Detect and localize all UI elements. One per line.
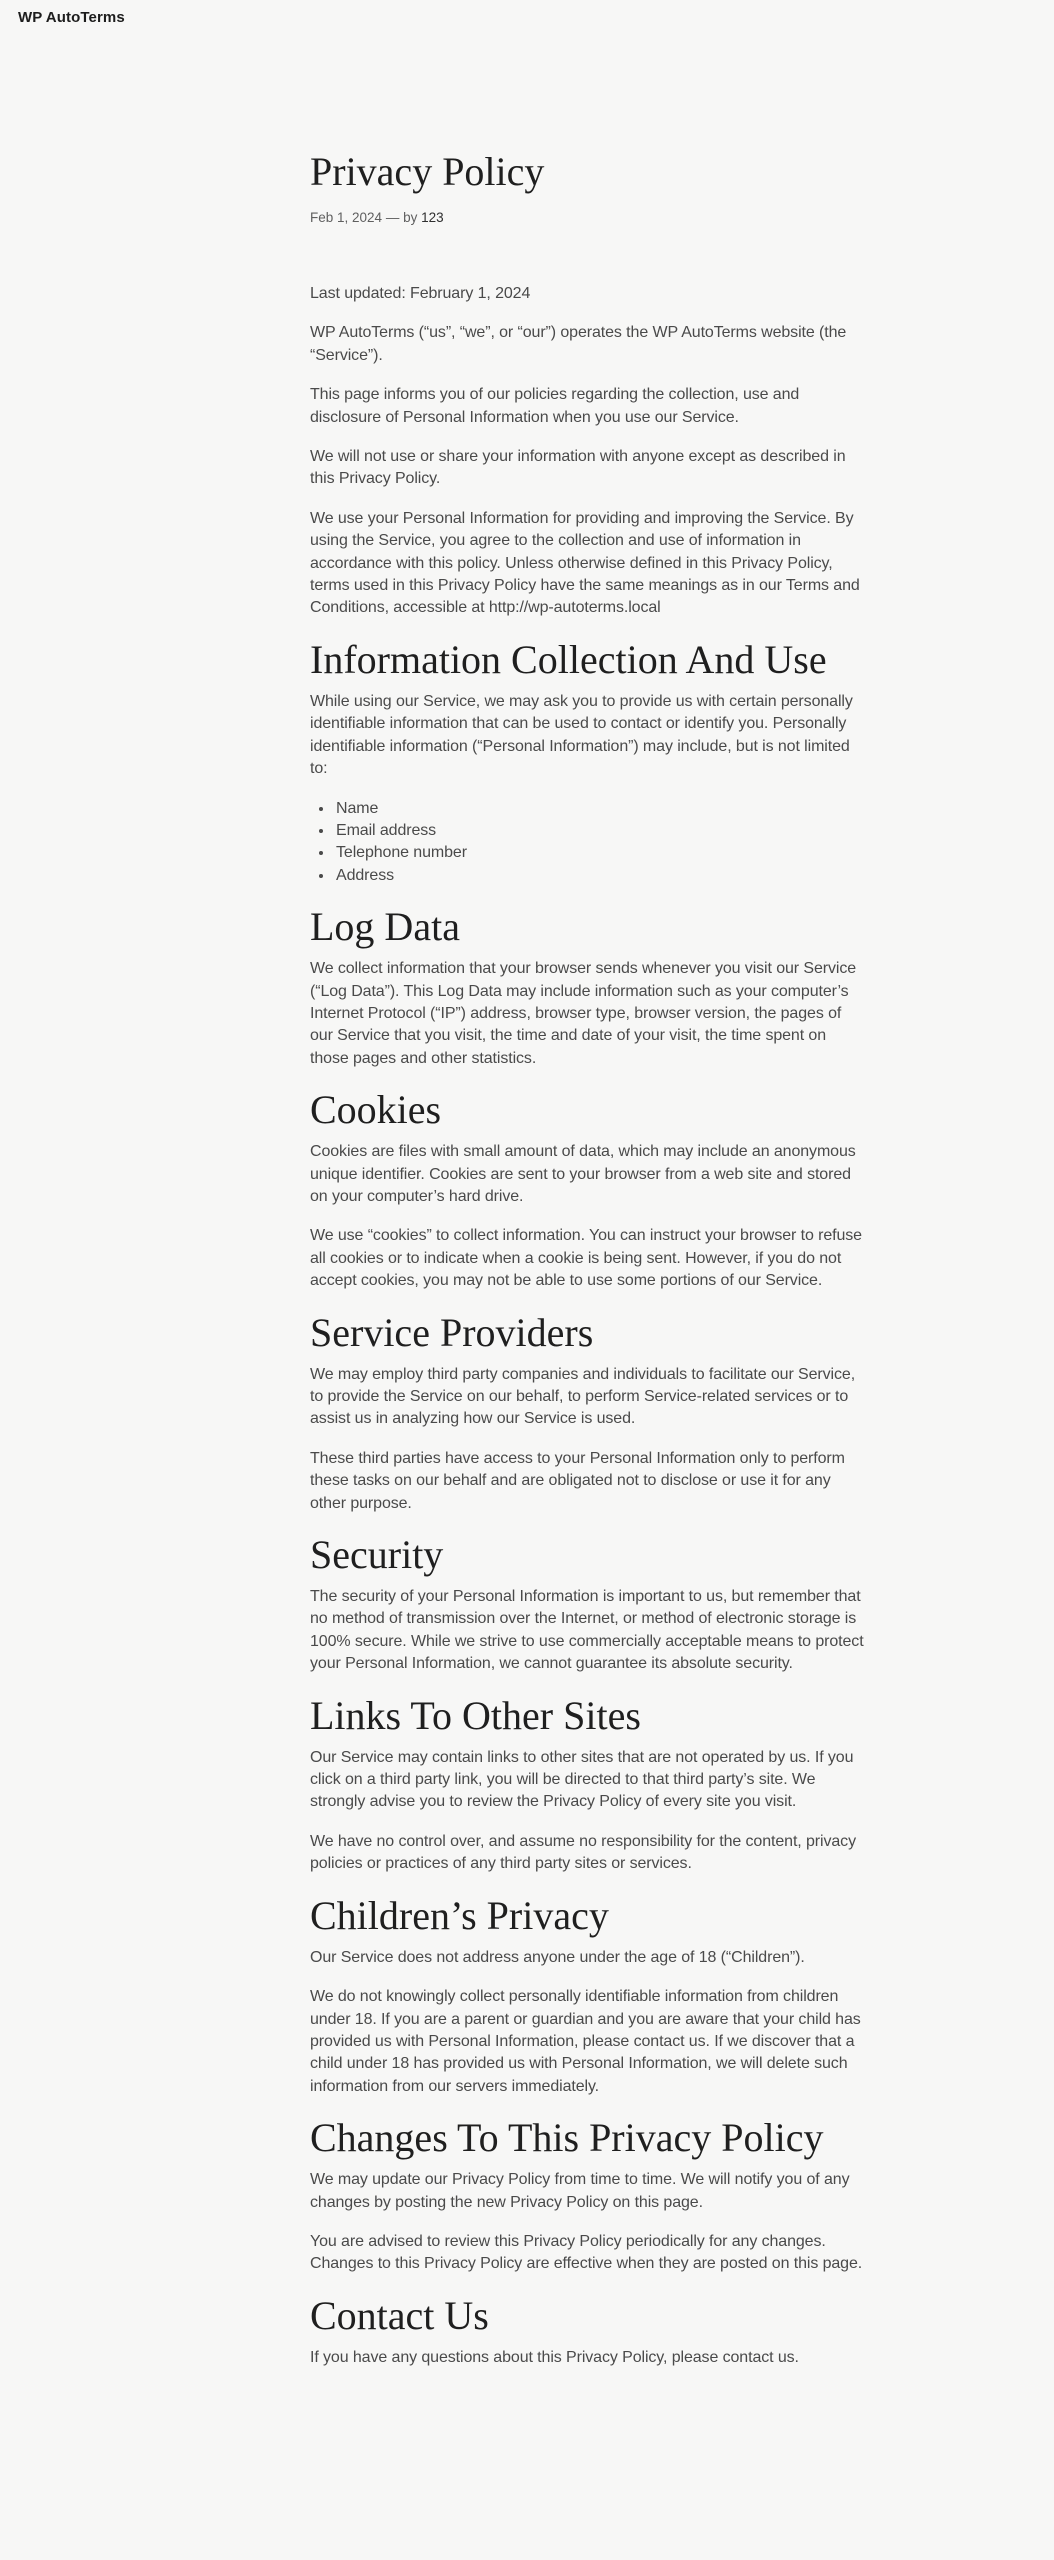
paragraph: You are advised to review this Privacy Policy periodically for any changes. Changes to this Privacy Policy are effective when they are posted on this page. [310,2232,863,2273]
byline-label: by [403,210,418,225]
paragraph: Cookies are files with small amount of data, which may include an anonymous unique identifier. Cookies are sent to your browser from a web site and stored on your computer’s hard drive. [310,1143,856,1205]
paragraph: These third parties have access to your Personal Information only to perform these tasks on our behalf and are obligated not to disclose or use it for any other purpose. [310,1449,845,1512]
paragraph: We will not use or share your information with anyone except as described in this Privacy Policy. [310,448,846,488]
section-heading: Log Data [310,904,460,950]
list-item: • Name [334,798,866,820]
section-heading: Cookies [310,1087,442,1133]
paragraph: This page informs you of our policies regarding the collection, use and disclosure of Personal Information when you use our Service. [310,386,800,426]
meta-separator: — [385,210,400,225]
info-list [310,798,866,888]
site-title-link[interactable]: WP AutoTerms [18,9,125,26]
section-heading: Changes To This Privacy Policy [310,2115,824,2161]
paragraph: We do not knowingly collect personally identifiable information from children under 18. If you are a parent or guardian and you are aware that your child has provided us with Personal Information, please contact us. If we discover that a child under 18 has provided us with Personal Information, we will delete such information from our servers immediately. [310,1988,861,2095]
section-heading: Security [310,1532,444,1578]
post-meta [310,209,866,227]
paragraph: We use your Personal Information for providing and improving the Service. By using the Service, you agree to the collection and use of information in accordance with this policy. Unless otherwise defined in this Privacy Policy, terms used in this Privacy Policy have the same meanings as in our Terms and Conditions, accessible at http://wp-autoterms.local [310,509,860,617]
post-article [310,148,866,2369]
paragraph: The security of your Personal Information is important to us, but remember that no method of transmission over the Internet, or method of electronic storage is 100% secure. While we strive to use commercially acceptable means to protect your Personal Information, we cannot guarantee its absolute security. [310,1588,864,1673]
paragraph: We use “cookies” to collect information. You can instruct your browser to refuse all cookies or to indicate when a cookie is being sent. However, if you do not accept cookies, you may not be able to use some portions of our Service. [310,1227,862,1290]
list-item: • Telephone number [334,842,866,864]
post-content [310,283,866,2369]
section-heading: Links To Other Sites [310,1692,641,1738]
page-title: Privacy Policy [310,149,545,194]
paragraph: WP AutoTerms (“us”, “we”, or “our”) operates the WP AutoTerms website (the “Service”). [310,324,847,364]
post-date: Feb 1, 2024 [310,210,383,225]
section-heading: Information Collection And Use [310,636,827,682]
paragraph: If you have any questions about this Privacy Policy, please contact us. [310,2348,799,2366]
site-header [0,0,1054,27]
section-heading: Contact Us [310,2292,489,2338]
section-heading: Children’s Privacy [310,1892,609,1938]
paragraph: Last updated: February 1, 2024 [310,285,531,302]
paragraph: Our Service may contain links to other sites that are not operated by us. If you click on a third party link, you will be directed to that third party’s site. We strongly advise you to review the Privacy Policy of every site you visit. [310,1748,854,1811]
paragraph: We may update our Privacy Policy from time to time. We will notify you of any changes by posting the new Privacy Policy on this page. [310,2171,850,2211]
section-heading: Service Providers [310,1309,594,1355]
paragraph: We collect information that your browser sends whenever you visit our Service (“Log Data”). This Log Data may include information such as your computer’s Internet Protocol (“IP”) address, browser type, browser version, the pages of our Service that you visit, the time and date of your visit, the time spent on those pages and other statistics. [310,960,857,1067]
paragraph: Our Service does not address anyone under the age of 18 (“Children”). [310,1948,805,1966]
list-item: • Email address [334,820,866,842]
paragraph: We may employ third party companies and individuals to facilitate our Service, to provide the Service on our behalf, to perform Service-related services or to assist us in analyzing how our Service is used. [310,1365,856,1428]
author-link[interactable]: 123 [421,210,444,225]
list-item: • Address [334,865,866,887]
paragraph: We have no control over, and assume no responsibility for the content, privacy policies or practices of any third party sites or services. [310,1832,856,1873]
paragraph: While using our Service, we may ask you to provide us with certain personally identifiable information that can be used to contact or identify you. Personally identifiable information (“Personal Information”) may include, but is not limited to: [310,692,853,778]
